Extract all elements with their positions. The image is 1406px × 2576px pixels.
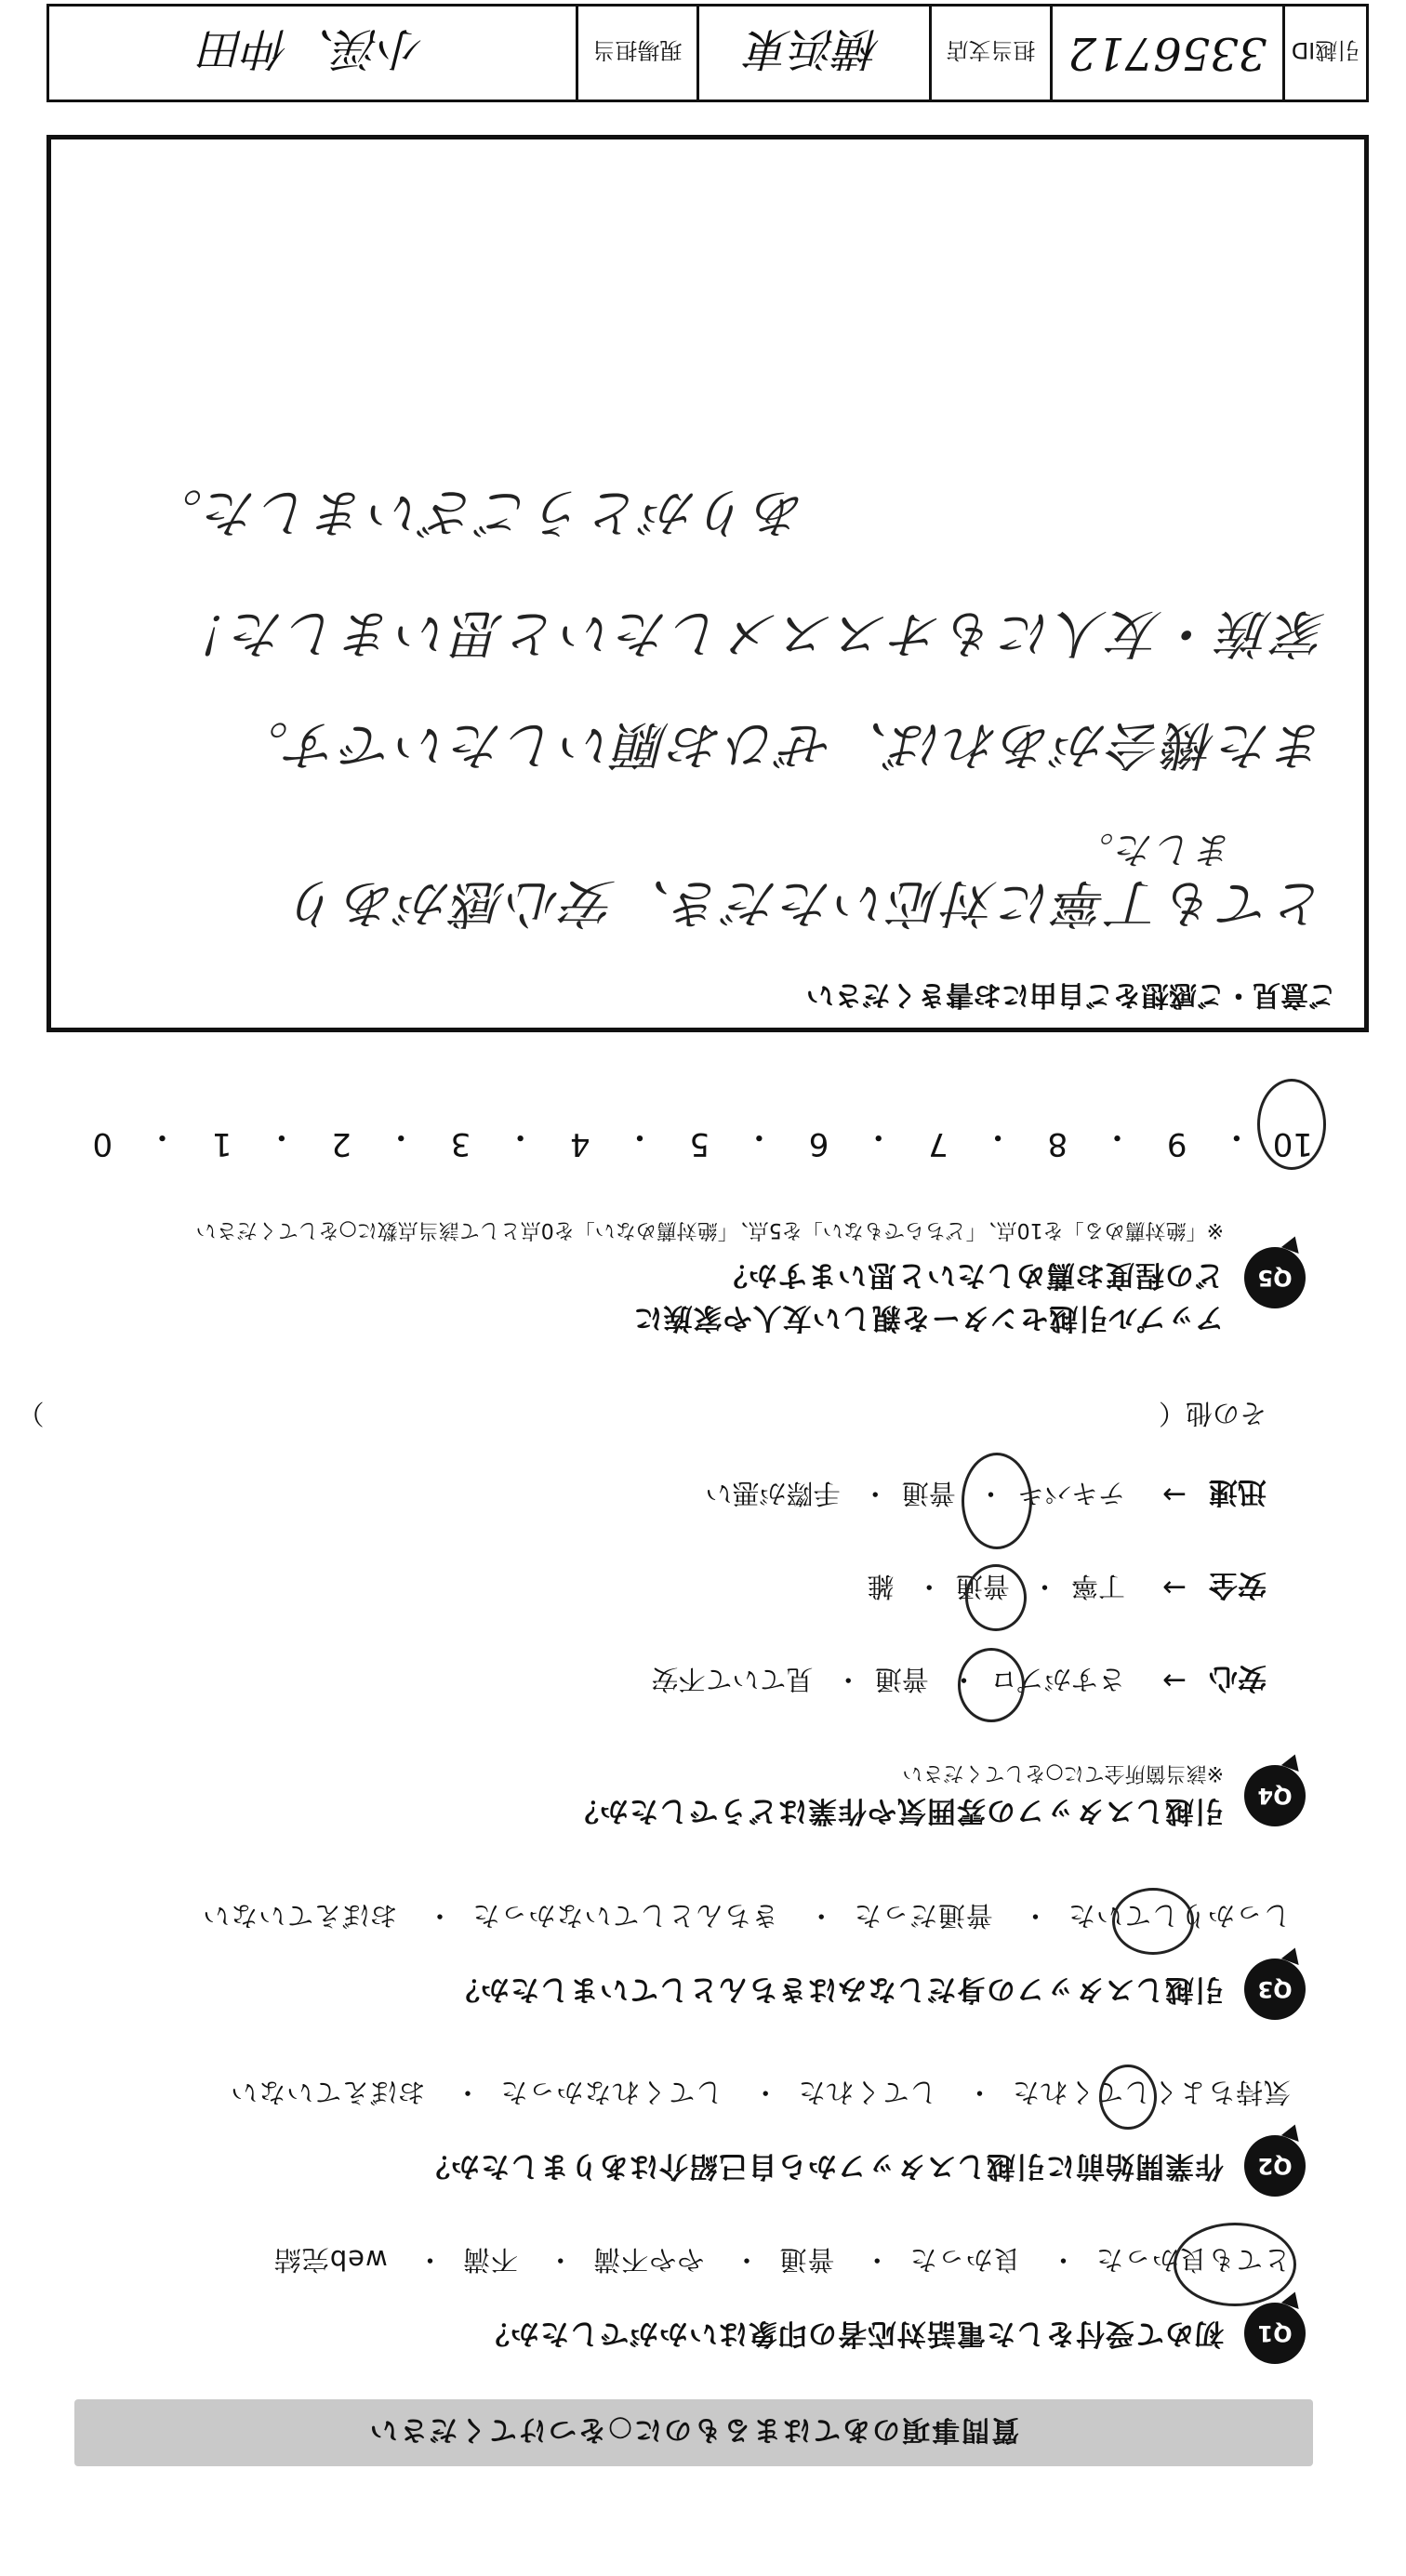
q5-score[interactable]: 10: [1272, 1125, 1313, 1162]
q3-option[interactable]: 普通だった: [853, 1900, 993, 1932]
q4-other: [18, 1396, 1267, 1434]
arrow-icon: →: [1162, 1478, 1187, 1512]
q4-row-label: 安全: [1209, 1568, 1267, 1601]
q1-options: とても良かった・ 良かった・ 普通・ やや不満・ 不満・ web完結: [268, 2242, 1296, 2280]
q4-option[interactable]: 手際が悪い: [705, 1478, 841, 1509]
q1-option[interactable]: web完結: [272, 2244, 388, 2276]
q5-score[interactable]: 0: [92, 1125, 113, 1162]
q5-score[interactable]: 5: [689, 1125, 710, 1162]
q2-option[interactable]: してくれなかった: [499, 2077, 723, 2108]
branch-label: 担当支店: [929, 7, 1050, 100]
q1-badge: Q1: [1244, 2303, 1306, 2364]
q3-question: 引越しスタッフの身だしなみはきちんとしていましたか？: [450, 1972, 1224, 2006]
q2-option[interactable]: してくれた: [797, 2077, 937, 2108]
q4-option[interactable]: 丁寧: [1071, 1571, 1126, 1602]
q4-row-label: 迅速: [1209, 1475, 1267, 1508]
q5-question-line1: アップル引越センターを親しい友人や家族に: [632, 1301, 1224, 1334]
q5-score[interactable]: 8: [1047, 1125, 1068, 1162]
move-id-label: 引越ID: [1282, 7, 1366, 100]
q5-score[interactable]: 1: [211, 1125, 232, 1162]
q2-option[interactable]: 気持ちよくしてくれた: [1011, 2077, 1291, 2108]
q3-option[interactable]: おぼえていない: [202, 1900, 398, 1932]
comment-line: ありがとうございました。: [148, 482, 806, 542]
q4-row-anzen: 安全 → 丁寧・ 普通・ 雑: [868, 1567, 1267, 1609]
branch-value: 横浜東: [696, 7, 929, 100]
footer-info: [46, 4, 1369, 102]
move-id-value: 3356712: [1050, 7, 1282, 100]
q5-badge: Q5: [1244, 1248, 1306, 1309]
q1-option[interactable]: 不満: [461, 2244, 518, 2276]
q5-score[interactable]: 7: [928, 1125, 948, 1162]
q3-selection-circle: [1112, 1888, 1194, 1955]
q4-option[interactable]: 普通: [901, 1478, 956, 1509]
arrow-icon: →: [1162, 1664, 1187, 1698]
q4-note: ※該当箇所全てに○をしてください: [902, 1761, 1224, 1785]
q3-options: しっかりしていた・ 普通だった・ きちんとしていなかった・ おぼえていない: [196, 1898, 1296, 1936]
q3-option[interactable]: きちんとしていなかった: [471, 1900, 779, 1932]
comment-line: また機会があれば、ぜひお願いしたいです。: [233, 714, 1327, 775]
q5-score[interactable]: 4: [569, 1125, 590, 1162]
q2-option[interactable]: おぼえていない: [230, 2077, 426, 2108]
q1-selection-circle: [1174, 2223, 1296, 2306]
q4-other-label: その他（: [1158, 1398, 1267, 1429]
q4-anzen-selection-circle: [965, 1564, 1027, 1631]
q4-question: 引越しスタッフの雰囲気や作業はどうでしたか？: [569, 1794, 1224, 1827]
q4-row-jinsoku: 迅速 → テキパキ・ 普通・ 手際が悪い: [706, 1474, 1267, 1516]
comments-heading: ご意見・ご感想をご自由にお書きください: [806, 978, 1336, 1011]
q4-row-label: 安心: [1209, 1661, 1267, 1694]
q5-score[interactable]: 6: [808, 1125, 829, 1162]
q4-option[interactable]: 普通: [874, 1664, 929, 1695]
q1-question: 初めて受付をした電話対応者の印象はいかがでしたか？: [480, 2317, 1224, 2350]
q2-row: [420, 2135, 1306, 2197]
q1-option[interactable]: 良かった: [909, 2244, 1021, 2276]
q4-option[interactable]: さすがプロ: [990, 1664, 1126, 1695]
q3-row: [450, 1959, 1306, 2020]
comment-line: ました。: [1074, 828, 1234, 870]
comment-line: とても丁寧に対応いただき、安心感があり: [286, 872, 1327, 933]
q2-options: 気持ちよくしてくれた・ してくれた・ してくれなかった・ おぼえていない: [224, 2075, 1296, 2113]
arrow-icon: →: [1162, 1571, 1187, 1605]
q5-score[interactable]: 9: [1166, 1125, 1187, 1162]
q4-row: [569, 1760, 1306, 1832]
instructions-banner: 質問事項のあてはまるものに○をつけてください: [74, 2399, 1313, 2466]
comment-line: 家族・友人にもオススメしたいと思いました！: [175, 603, 1327, 663]
q5-note: ※「絶対薦める」を10点、「どちらでもない」を5点、「絶対薦めない」を0点として該当点数に○をしてください: [195, 1218, 1224, 1242]
q1-row: [480, 2303, 1306, 2364]
q4-option[interactable]: 普通: [955, 1571, 1010, 1602]
q4-option[interactable]: 雑: [867, 1571, 895, 1602]
q4-anshin-selection-circle: [958, 1648, 1025, 1722]
q4-option[interactable]: テキパキ: [1017, 1478, 1126, 1509]
q4-other-close: ）: [17, 1398, 45, 1429]
site-leader-value: 小渓、仲田: [201, 22, 425, 75]
q3-option[interactable]: しっかりしていた: [1067, 1900, 1291, 1932]
q2-question: 作業開始前に引越しスタッフから自己紹介はありましたか？: [420, 2149, 1224, 2183]
q5-score[interactable]: 3: [450, 1125, 471, 1162]
q5-row: [196, 1217, 1306, 1339]
q4-row-anshin: 安心 → さすがプロ・ 普通・ 見ていて不安: [652, 1660, 1267, 1702]
q2-badge: Q2: [1244, 2135, 1306, 2197]
comments-box: [46, 135, 1369, 1032]
q1-option[interactable]: とても良かった: [1094, 2244, 1291, 2276]
q2-selection-circle: [1099, 2065, 1157, 2130]
q5-score[interactable]: 2: [331, 1125, 352, 1162]
q4-jinsoku-selection-circle: [962, 1453, 1032, 1549]
q1-option[interactable]: やや不満: [592, 2244, 705, 2276]
q3-badge: Q3: [1244, 1959, 1306, 2020]
q5-question-line2: どの程度お薦めしたいと思いますか？: [718, 1258, 1224, 1292]
q1-option[interactable]: 普通: [778, 2244, 835, 2276]
q5-scale: 10 ・ 9 ・ 8 ・ 7 ・ 6 ・ 5 ・ 4 ・ 3 ・ 2 ・ 1 ・ 0: [86, 1117, 1313, 1162]
q4-option[interactable]: 見ていて不安: [651, 1664, 814, 1695]
site-leader-label: 現場担当: [576, 7, 696, 100]
q4-badge: Q4: [1244, 1766, 1306, 1827]
q5-selection-circle: [1257, 1079, 1326, 1170]
